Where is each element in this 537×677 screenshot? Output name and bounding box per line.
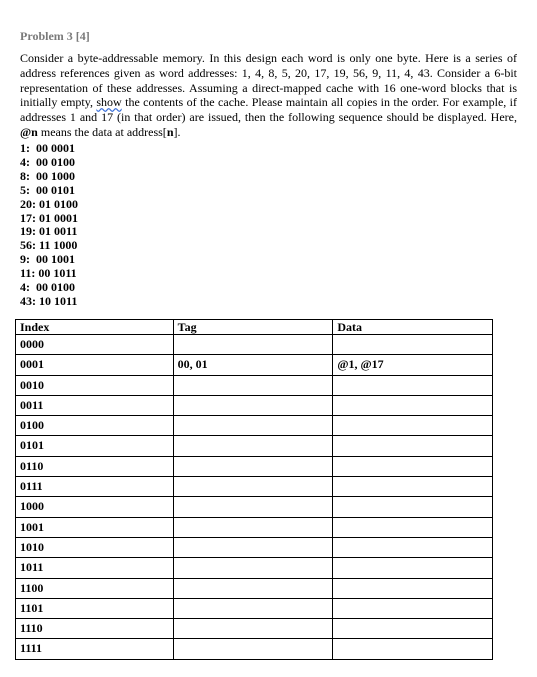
address-line: 9: 00 1001: [20, 252, 75, 267]
cell-index: 1010: [16, 537, 174, 557]
table-row: [16, 517, 493, 537]
address-line: 4: 00 0100: [20, 280, 75, 295]
cell-index: 0011: [16, 395, 174, 415]
table-row: [16, 598, 493, 618]
cell-data: [333, 497, 493, 517]
address-line: 43: 10 1011: [20, 293, 78, 308]
description-part-2: the contents of the cache. Please maintain all copies in the order. For example, if addresses 1 and 17 (in that order) are issued, then the following sequence should be displayed. Here,: [20, 95, 517, 125]
address-line: 8: 00 1000: [20, 168, 75, 183]
cell-tag: [173, 497, 333, 517]
cell-tag: [173, 436, 333, 456]
cell-tag: [173, 517, 333, 537]
table-row: [16, 375, 493, 395]
cell-index: 0000: [16, 335, 174, 355]
cell-tag: [173, 395, 333, 415]
table-row: [16, 335, 493, 355]
table-row: [16, 558, 493, 578]
cell-tag: 00, 01: [173, 355, 333, 375]
cell-data: [333, 537, 493, 557]
cell-tag: [173, 639, 333, 659]
cell-tag: [173, 335, 333, 355]
address-line: 17: 01 0001: [20, 210, 78, 225]
cell-data: [333, 639, 493, 659]
problem-title: Problem 3 [4]: [20, 29, 90, 43]
description-part-1: Consider a byte-addressable memory. In this design each word is only one byte. Here is a series of address references given as word addresses: 1, 4, 8, 5, 20, 17, 19, 56, 9, 11, 4, 43. Consider a 6-bit representation of these addresses. Assuming a direct-mapped cache with 16 one-word blocks that is initially empty,: [20, 51, 517, 110]
description-part-3: means the data at address[: [37, 124, 167, 139]
address-line: 20: 01 0100: [20, 196, 78, 211]
address-line: 1: 00 0001: [20, 141, 75, 155]
cell-tag: [173, 537, 333, 557]
cell-index: 0010: [16, 375, 174, 395]
table-row: [16, 537, 493, 557]
description-underlined-word: show: [96, 95, 122, 110]
cell-data: [333, 477, 493, 497]
cell-data: [333, 578, 493, 598]
address-sequence: [20, 142, 78, 309]
table-row: [16, 436, 493, 456]
cell-data: @1, @17: [333, 355, 493, 375]
address-line: 5: 00 0101: [20, 182, 75, 197]
cell-tag: [173, 456, 333, 476]
cell-data: [333, 598, 493, 618]
cell-index: 1111: [16, 639, 174, 659]
table-row: [16, 639, 493, 659]
cell-tag: [173, 619, 333, 639]
description-at-symbol: @: [20, 124, 32, 139]
table-row: [16, 355, 493, 375]
table-row: [16, 619, 493, 639]
cell-index: 0001: [16, 355, 174, 375]
cell-data: [333, 416, 493, 436]
description-bold-n: n: [31, 124, 38, 139]
table-row: [16, 395, 493, 415]
table-header-row: [16, 320, 493, 335]
table-row: [16, 497, 493, 517]
cache-table: [15, 319, 493, 660]
cell-tag: [173, 477, 333, 497]
cell-index: 1001: [16, 517, 174, 537]
cell-index: 0110: [16, 456, 174, 476]
cell-tag: [173, 375, 333, 395]
cell-index: 0101: [16, 436, 174, 456]
cell-data: [333, 456, 493, 476]
cell-data: [333, 517, 493, 537]
table-row: [16, 456, 493, 476]
cell-index: 1100: [16, 578, 174, 598]
cell-index: 0111: [16, 477, 174, 497]
table-row: [16, 477, 493, 497]
header-tag: Tag: [173, 320, 333, 335]
problem-description: [20, 51, 517, 140]
cell-index: 1000: [16, 497, 174, 517]
cell-index: 1101: [16, 598, 174, 618]
cell-data: [333, 619, 493, 639]
cell-index: 1011: [16, 558, 174, 578]
table-row: [16, 578, 493, 598]
address-line: 4: 00 0100: [20, 154, 75, 169]
header-index: Index: [16, 320, 174, 335]
cell-data: [333, 558, 493, 578]
cell-data: [333, 375, 493, 395]
address-line: 56: 11 1000: [20, 238, 78, 253]
cell-data: [333, 436, 493, 456]
table-row: [16, 416, 493, 436]
description-bold-n-2: n: [166, 124, 174, 139]
header-data: Data: [333, 320, 493, 335]
cell-tag: [173, 598, 333, 618]
address-line: 11: 00 1011: [20, 266, 77, 281]
cell-data: [333, 395, 493, 415]
address-line: 19: 01 0011: [20, 224, 78, 239]
cell-tag: [173, 558, 333, 578]
cell-tag: [173, 416, 333, 436]
cell-tag: [173, 578, 333, 598]
cell-index: 0100: [16, 416, 174, 436]
cell-index: 1110: [16, 619, 174, 639]
cell-data: [333, 335, 493, 355]
description-part-4: ].: [173, 124, 181, 139]
